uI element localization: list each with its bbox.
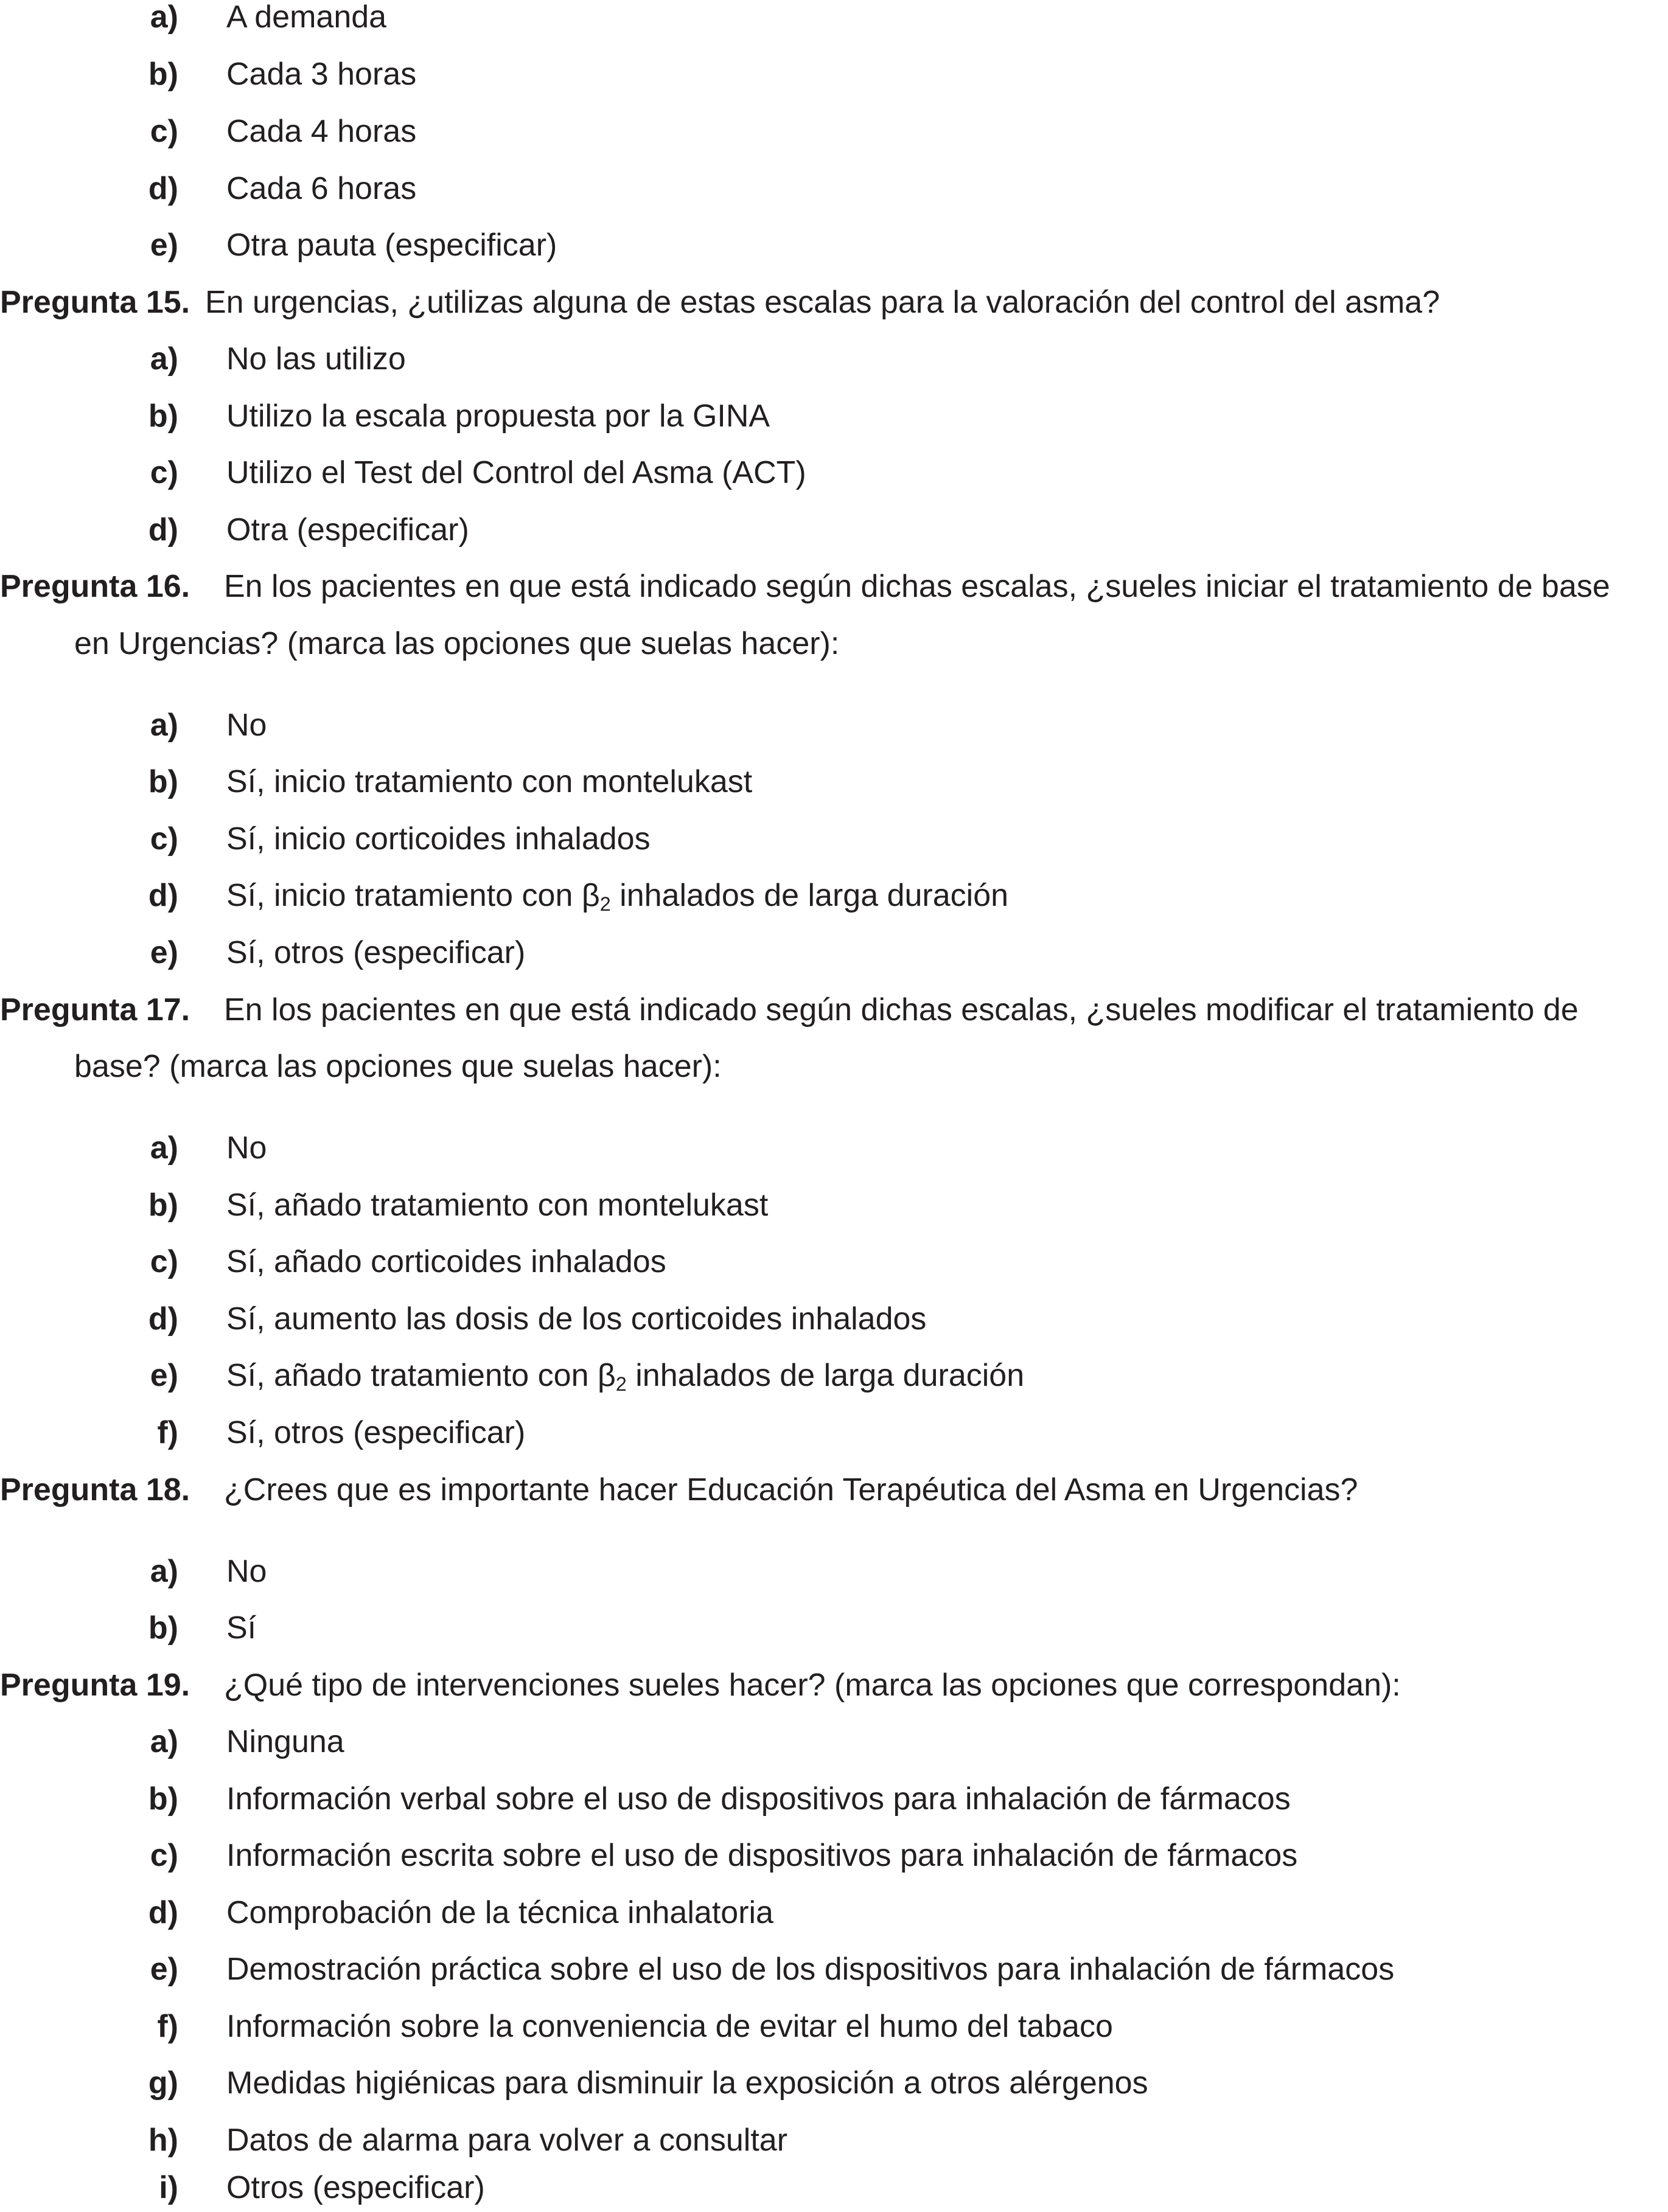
option-text: Datos de alarma para volver a consultar bbox=[226, 2123, 788, 2158]
option-text: Comprobación de la técnica inhalatoria bbox=[226, 1895, 773, 1930]
option-text: No bbox=[226, 1554, 267, 1589]
option-text-part: inhalados de larga duración bbox=[610, 878, 1009, 913]
question-label: Pregunta 16. bbox=[0, 569, 190, 604]
option-text: Demostración práctica sobre el uso de los dispositivos para inhalación de fármacos bbox=[226, 1952, 1395, 1987]
option-letter: c) bbox=[150, 114, 178, 149]
option-letter: a) bbox=[150, 341, 178, 377]
option-letter: e) bbox=[150, 1952, 178, 1987]
option-text: Ninguna bbox=[226, 1724, 344, 1759]
option-letter: c) bbox=[150, 1838, 178, 1873]
option-text: Información escrita sobre el uso de dispositivos para inhalación de fármacos bbox=[226, 1838, 1298, 1873]
option-letter: b) bbox=[148, 1188, 178, 1223]
question-label: Pregunta 19. bbox=[0, 1668, 190, 1703]
option-text: No bbox=[226, 1130, 267, 1166]
option-text: Otra (especificar) bbox=[226, 512, 469, 548]
option-letter: d) bbox=[148, 171, 178, 206]
option-letter: b) bbox=[148, 57, 178, 92]
question-text: En los pacientes en que está indicado según dichas escalas, ¿sueles iniciar el tratamiento de base bbox=[224, 569, 1610, 604]
option-text bbox=[226, 1351, 1024, 1400]
option-letter: d) bbox=[148, 1895, 178, 1930]
option-letter: a) bbox=[150, 1130, 178, 1166]
option-text-part: Sí, inicio tratamiento con β bbox=[226, 878, 600, 913]
option-letter: e) bbox=[150, 935, 178, 970]
option-text-part: Sí, añado tratamiento con β bbox=[226, 1358, 616, 1393]
subscript: 2 bbox=[599, 893, 611, 916]
option-letter: e) bbox=[150, 1358, 178, 1393]
option-letter: h) bbox=[148, 2123, 178, 2158]
option-letter: a) bbox=[150, 1724, 178, 1759]
option-letter: b) bbox=[148, 764, 178, 799]
option-letter: f) bbox=[157, 2009, 178, 2044]
option-letter: a) bbox=[150, 0, 178, 35]
option-letter: b) bbox=[148, 398, 178, 434]
question-text: En los pacientes en que está indicado según dichas escalas, ¿sueles modificar el tratamiento de bbox=[224, 992, 1579, 1028]
option-letter: f) bbox=[157, 1415, 178, 1450]
option-text: Cada 6 horas bbox=[226, 171, 417, 206]
option-letter: b) bbox=[148, 1610, 178, 1646]
option-text: No bbox=[226, 708, 267, 743]
option-letter: d) bbox=[148, 512, 178, 548]
option-text: Otros (especificar) bbox=[226, 2170, 485, 2205]
option-text: A demanda bbox=[226, 0, 387, 35]
option-text: Sí, otros (especificar) bbox=[226, 1415, 526, 1450]
question-text: En urgencias, ¿utilizas alguna de estas escalas para la valoración del control del asma? bbox=[205, 285, 1440, 320]
option-text: No las utilizo bbox=[226, 341, 406, 377]
option-letter: e) bbox=[150, 228, 178, 263]
option-text: Sí, inicio corticoides inhalados bbox=[226, 821, 651, 857]
option-text: Sí, añado tratamiento con montelukast bbox=[226, 1188, 769, 1223]
option-letter: d) bbox=[148, 878, 178, 913]
option-text: Sí, inicio tratamiento con montelukast bbox=[226, 764, 753, 799]
option-letter: a) bbox=[150, 708, 178, 743]
question-text: en Urgencias? (marca las opciones que suelas hacer): bbox=[74, 626, 840, 661]
option-text: Utilizo la escala propuesta por la GINA bbox=[226, 398, 770, 434]
question-text: base? (marca las opciones que suelas hacer): bbox=[74, 1049, 722, 1084]
option-letter: i) bbox=[159, 2170, 178, 2205]
option-letter: b) bbox=[148, 1781, 178, 1817]
option-letter: d) bbox=[148, 1301, 178, 1337]
option-text bbox=[226, 871, 1008, 920]
question-label: Pregunta 15. bbox=[0, 285, 190, 320]
question-label: Pregunta 17. bbox=[0, 992, 190, 1028]
option-text: Cada 3 horas bbox=[226, 57, 417, 92]
option-letter: a) bbox=[150, 1554, 178, 1589]
option-letter: c) bbox=[150, 821, 178, 857]
option-text: Utilizo el Test del Control del Asma (ACT) bbox=[226, 455, 806, 490]
option-text: Sí, aumento las dosis de los corticoides inhalados bbox=[226, 1301, 927, 1337]
option-letter: c) bbox=[150, 455, 178, 490]
option-letter: g) bbox=[148, 2065, 178, 2101]
option-text: Sí, añado corticoides inhalados bbox=[226, 1244, 666, 1279]
option-letter: c) bbox=[150, 1244, 178, 1279]
option-text: Medidas higiénicas para disminuir la exposición a otros alérgenos bbox=[226, 2065, 1148, 2101]
option-text: Sí, otros (especificar) bbox=[226, 935, 526, 970]
question-text: ¿Crees que es importante hacer Educación Terapéutica del Asma en Urgencias? bbox=[224, 1472, 1358, 1508]
option-text-part: inhalados de larga duración bbox=[626, 1358, 1025, 1393]
subscript: 2 bbox=[615, 1373, 627, 1396]
question-text: ¿Qué tipo de intervenciones sueles hacer? (marca las opciones que correspondan): bbox=[224, 1668, 1401, 1703]
option-text: Cada 4 horas bbox=[226, 114, 417, 149]
option-text: Información sobre la conveniencia de evitar el humo del tabaco bbox=[226, 2009, 1113, 2044]
option-text: Información verbal sobre el uso de dispositivos para inhalación de fármacos bbox=[226, 1781, 1291, 1817]
option-text: Sí bbox=[226, 1610, 257, 1646]
question-label: Pregunta 18. bbox=[0, 1472, 190, 1508]
option-text: Otra pauta (especificar) bbox=[226, 228, 557, 263]
